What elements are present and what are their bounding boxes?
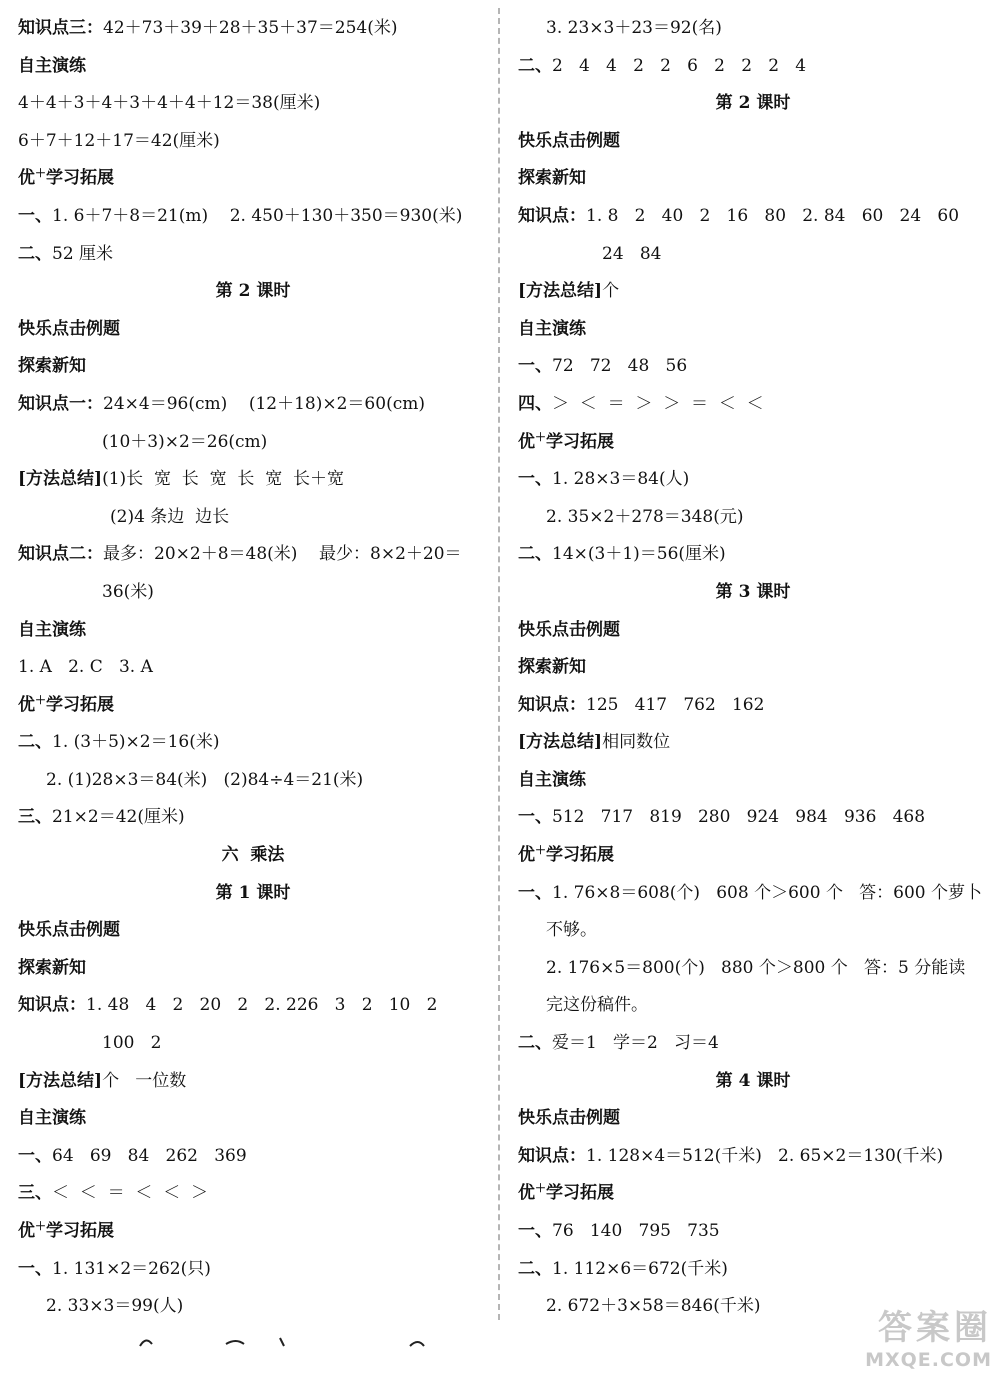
answer-text: 最多：20×2＋8＝48(米) 最少：8×2＋20＝ bbox=[103, 544, 462, 565]
answer-text: 完这份稿件。 bbox=[546, 995, 648, 1016]
answer-label: 知识点： bbox=[518, 694, 586, 715]
section-heading: 自主演练 bbox=[18, 1108, 86, 1129]
answer-line bbox=[18, 724, 488, 762]
answer-text: 21×2＝42(厘米) bbox=[52, 807, 185, 828]
answer-text: 1. 28×3＝84(人) bbox=[552, 469, 690, 490]
answer-text: 24×4＝96(cm) (12＋18)×2＝60(cm) bbox=[103, 393, 425, 414]
answer-line bbox=[18, 424, 488, 462]
answer-label: 二、 bbox=[518, 1258, 552, 1279]
answer-line bbox=[18, 987, 488, 1025]
section-heading bbox=[518, 424, 988, 462]
heading-superscript: ＋ bbox=[35, 1219, 46, 1233]
section-title: 第 3 课时 bbox=[715, 581, 791, 602]
answer-text: 1. 6＋7＋8＝21(m) 2. 450＋130＋350＝930(米) bbox=[52, 205, 463, 226]
section-title: 第 1 课时 bbox=[215, 882, 291, 903]
answer-label: 知识点： bbox=[518, 205, 586, 226]
answer-text: 1. (3＋5)×2＝16(米) bbox=[52, 732, 220, 753]
answer-text: 64 69 84 262 369 bbox=[52, 1145, 247, 1166]
watermark-url: MXQE.COM bbox=[865, 1349, 992, 1371]
answer-label: 一、 bbox=[518, 882, 552, 903]
section-heading bbox=[518, 1175, 988, 1213]
right-column bbox=[518, 10, 988, 1326]
section-heading: 探索新知 bbox=[18, 356, 86, 377]
heading-text: 学习拓展 bbox=[546, 431, 614, 452]
answer-line bbox=[518, 1025, 988, 1063]
answer-text: 2 4 4 2 2 6 2 2 2 4 bbox=[552, 55, 807, 76]
answer-text: 100 2 bbox=[102, 1033, 162, 1054]
answer-line bbox=[18, 1251, 488, 1289]
answer-text: 3. 23×3＋23＝92(名) bbox=[546, 18, 722, 38]
answer-line bbox=[518, 273, 988, 311]
answer-label: [方法总结] bbox=[518, 732, 603, 753]
answer-label: [方法总结] bbox=[518, 281, 603, 302]
heading-text: 优 bbox=[518, 1183, 535, 1204]
answer-label: 一、 bbox=[18, 1145, 52, 1166]
heading-text: 学习拓展 bbox=[46, 168, 114, 189]
heading-text: 学习拓展 bbox=[546, 1183, 614, 1204]
answer-line bbox=[18, 198, 488, 236]
section-heading: 快乐点击例题 bbox=[518, 130, 620, 151]
answer-text: 2. (1)28×3＝84(米) (2)84÷4＝21(米) bbox=[46, 769, 364, 790]
answer-text: 76 140 795 735 bbox=[552, 1221, 720, 1241]
section-heading: 快乐点击例题 bbox=[518, 619, 620, 640]
section-heading bbox=[18, 1213, 488, 1251]
answer-line bbox=[18, 1063, 488, 1101]
answer-line bbox=[518, 687, 988, 725]
answer-text: 512 717 819 280 924 984 936 468 bbox=[552, 807, 926, 828]
answer-line bbox=[518, 1138, 988, 1176]
answer-line bbox=[18, 123, 488, 161]
heading-text: 优 bbox=[518, 845, 535, 866]
heading-text: 优 bbox=[18, 1221, 35, 1241]
answer-text: (1)长 宽 长 宽 长 宽 长＋宽 bbox=[102, 469, 345, 490]
section-heading: 自主演练 bbox=[18, 619, 86, 640]
heading-text: 优 bbox=[18, 694, 35, 715]
answer-text: 52 厘米 bbox=[52, 243, 114, 264]
heading-text: 学习拓展 bbox=[46, 1221, 114, 1241]
answer-text: 125 417 762 162 bbox=[586, 694, 765, 715]
answer-label: 二、 bbox=[518, 1033, 552, 1054]
answer-text: 个 一位数 bbox=[102, 1070, 187, 1091]
answer-line bbox=[518, 1213, 988, 1251]
answer-label: 三、 bbox=[18, 1183, 52, 1204]
answer-line bbox=[518, 10, 988, 48]
answer-line bbox=[18, 10, 488, 48]
section-title: 第 4 课时 bbox=[715, 1070, 791, 1091]
answer-label: 三、 bbox=[18, 807, 52, 828]
answer-line bbox=[518, 1251, 988, 1289]
answer-line bbox=[518, 48, 988, 86]
section-heading: 探索新知 bbox=[518, 168, 586, 189]
answer-label: 一、 bbox=[18, 1258, 52, 1279]
answer-text: 爱＝1 学＝2 习＝4 bbox=[552, 1033, 719, 1054]
answer-line bbox=[18, 574, 488, 612]
left-column bbox=[18, 10, 488, 1326]
answer-line bbox=[518, 536, 988, 574]
answer-line bbox=[18, 1175, 488, 1213]
answer-line bbox=[518, 950, 988, 988]
section-heading bbox=[18, 160, 488, 198]
section-title: 六 乘法 bbox=[221, 845, 285, 866]
answer-line bbox=[518, 236, 988, 274]
answer-label: 知识点： bbox=[18, 995, 86, 1016]
answer-line bbox=[518, 348, 988, 386]
answer-text: 24 84 bbox=[602, 243, 662, 264]
section-title: 第 2 课时 bbox=[715, 93, 791, 114]
answer-text: 36(米) bbox=[102, 581, 154, 602]
answer-line bbox=[18, 236, 488, 274]
section-heading: 自主演练 bbox=[18, 55, 86, 76]
section-heading: 探索新知 bbox=[18, 957, 86, 978]
answer-line bbox=[18, 499, 488, 537]
heading-text: 优 bbox=[518, 431, 535, 452]
answer-line bbox=[18, 1138, 488, 1176]
answer-label: 二、 bbox=[18, 732, 52, 753]
heading-superscript: ＋ bbox=[35, 693, 46, 707]
heading-text: 学习拓展 bbox=[546, 845, 614, 866]
heading-text: 优 bbox=[18, 168, 35, 189]
answer-line bbox=[18, 536, 488, 574]
answer-label: 一、 bbox=[518, 1221, 552, 1241]
section-heading: 自主演练 bbox=[518, 769, 586, 790]
answer-label: 知识点一： bbox=[18, 393, 103, 414]
answer-line bbox=[518, 461, 988, 499]
answer-label: 二、 bbox=[18, 243, 52, 264]
answer-text: 72 72 48 56 bbox=[552, 356, 688, 377]
answer-label: [方法总结] bbox=[18, 469, 103, 490]
answer-text: (2)4 条边 边长 bbox=[110, 506, 230, 527]
answer-text: 42＋73＋39＋28＋35＋37＝254(米) bbox=[103, 18, 398, 38]
answer-text: (10＋3)×2＝26(cm) bbox=[102, 431, 268, 452]
answer-text: 1. 112×6＝672(千米) bbox=[552, 1258, 728, 1279]
answer-label: 二、 bbox=[518, 544, 552, 565]
answer-text: 1. A 2. C 3. A bbox=[18, 657, 153, 678]
answer-line bbox=[18, 762, 488, 800]
heading-superscript: ＋ bbox=[535, 1181, 546, 1195]
answer-text: ＜ ＜ ＝ ＜ ＜ ＞ bbox=[52, 1183, 209, 1204]
answer-text: 2. 672＋3×58＝846(千米) bbox=[546, 1296, 761, 1317]
answer-label: 二、 bbox=[518, 55, 552, 76]
section-heading: 探索新知 bbox=[518, 657, 586, 678]
answer-line bbox=[18, 85, 488, 123]
answer-label: [方法总结] bbox=[18, 1070, 103, 1091]
section-heading: 快乐点击例题 bbox=[18, 920, 120, 941]
answer-label: 四、 bbox=[518, 393, 552, 414]
answer-line bbox=[18, 461, 488, 499]
watermark bbox=[792, 1308, 992, 1378]
answer-text: ＞ ＜ ＝ ＞ ＞ ＝ ＜ ＜ bbox=[552, 393, 764, 414]
answer-text: 1. 48 4 2 20 2 2. 226 3 2 10 2 bbox=[86, 995, 438, 1016]
section-heading bbox=[518, 837, 988, 875]
answer-text: 2. 176×5＝800(个) 880 个＞800 个 答：5 分能读 bbox=[546, 957, 966, 978]
answer-text: 1. 8 2 40 2 16 80 2. 84 60 24 60 bbox=[586, 205, 960, 226]
answer-line bbox=[18, 799, 488, 837]
answer-text: 相同数位 bbox=[602, 732, 671, 753]
section-title: 第 2 课时 bbox=[215, 281, 291, 302]
answer-label: 一、 bbox=[518, 356, 552, 377]
answer-line bbox=[518, 724, 988, 762]
answer-line bbox=[518, 499, 988, 537]
answer-line bbox=[518, 912, 988, 950]
heading-superscript: ＋ bbox=[535, 429, 546, 443]
answer-label: 一、 bbox=[18, 205, 52, 226]
answer-label: 一、 bbox=[518, 807, 552, 828]
answer-text: 不够。 bbox=[546, 920, 597, 941]
answer-label: 知识点二： bbox=[18, 544, 103, 565]
answer-text: 个 bbox=[602, 281, 620, 302]
answer-line bbox=[18, 386, 488, 424]
heading-text: 学习拓展 bbox=[46, 694, 114, 715]
answer-text: 1. 128×4＝512(千米) 2. 65×2＝130(千米) bbox=[586, 1145, 944, 1166]
answer-line bbox=[18, 649, 488, 687]
bottom-scan-marks bbox=[30, 1334, 590, 1350]
answer-text: 6＋7＋12＋17＝42(厘米) bbox=[18, 130, 220, 151]
answer-line bbox=[18, 1025, 488, 1063]
section-heading: 快乐点击例题 bbox=[18, 318, 120, 339]
answer-line bbox=[518, 386, 988, 424]
heading-superscript: ＋ bbox=[35, 166, 46, 180]
section-heading: 自主演练 bbox=[518, 318, 586, 339]
answer-text: 2. 33×3＝99(人) bbox=[46, 1296, 184, 1317]
answer-text: 2. 35×2＋278＝348(元) bbox=[546, 506, 744, 527]
answer-text: 1. 76×8＝608(个) 608 个＞600 个 答：600 个萝卜 bbox=[552, 882, 983, 903]
section-heading: 快乐点击例题 bbox=[518, 1108, 620, 1129]
section-heading bbox=[18, 687, 488, 725]
answer-text: 1. 131×2＝262(只) bbox=[52, 1258, 211, 1279]
answer-label: 知识点三： bbox=[18, 18, 103, 38]
answer-line bbox=[518, 198, 988, 236]
answer-text: 4＋4＋3＋4＋3＋4＋4＋12＝38(厘米) bbox=[18, 93, 321, 114]
column-divider bbox=[498, 8, 500, 1320]
answer-line bbox=[518, 799, 988, 837]
answer-line bbox=[518, 875, 988, 913]
answer-label: 知识点： bbox=[518, 1145, 586, 1166]
answer-line bbox=[518, 987, 988, 1025]
answer-line bbox=[18, 1288, 488, 1326]
answer-text: 14×(3＋1)＝56(厘米) bbox=[552, 544, 726, 565]
answer-label: 一、 bbox=[518, 469, 552, 490]
watermark-logo: 答案圈 bbox=[878, 1308, 992, 1348]
heading-superscript: ＋ bbox=[535, 843, 546, 857]
